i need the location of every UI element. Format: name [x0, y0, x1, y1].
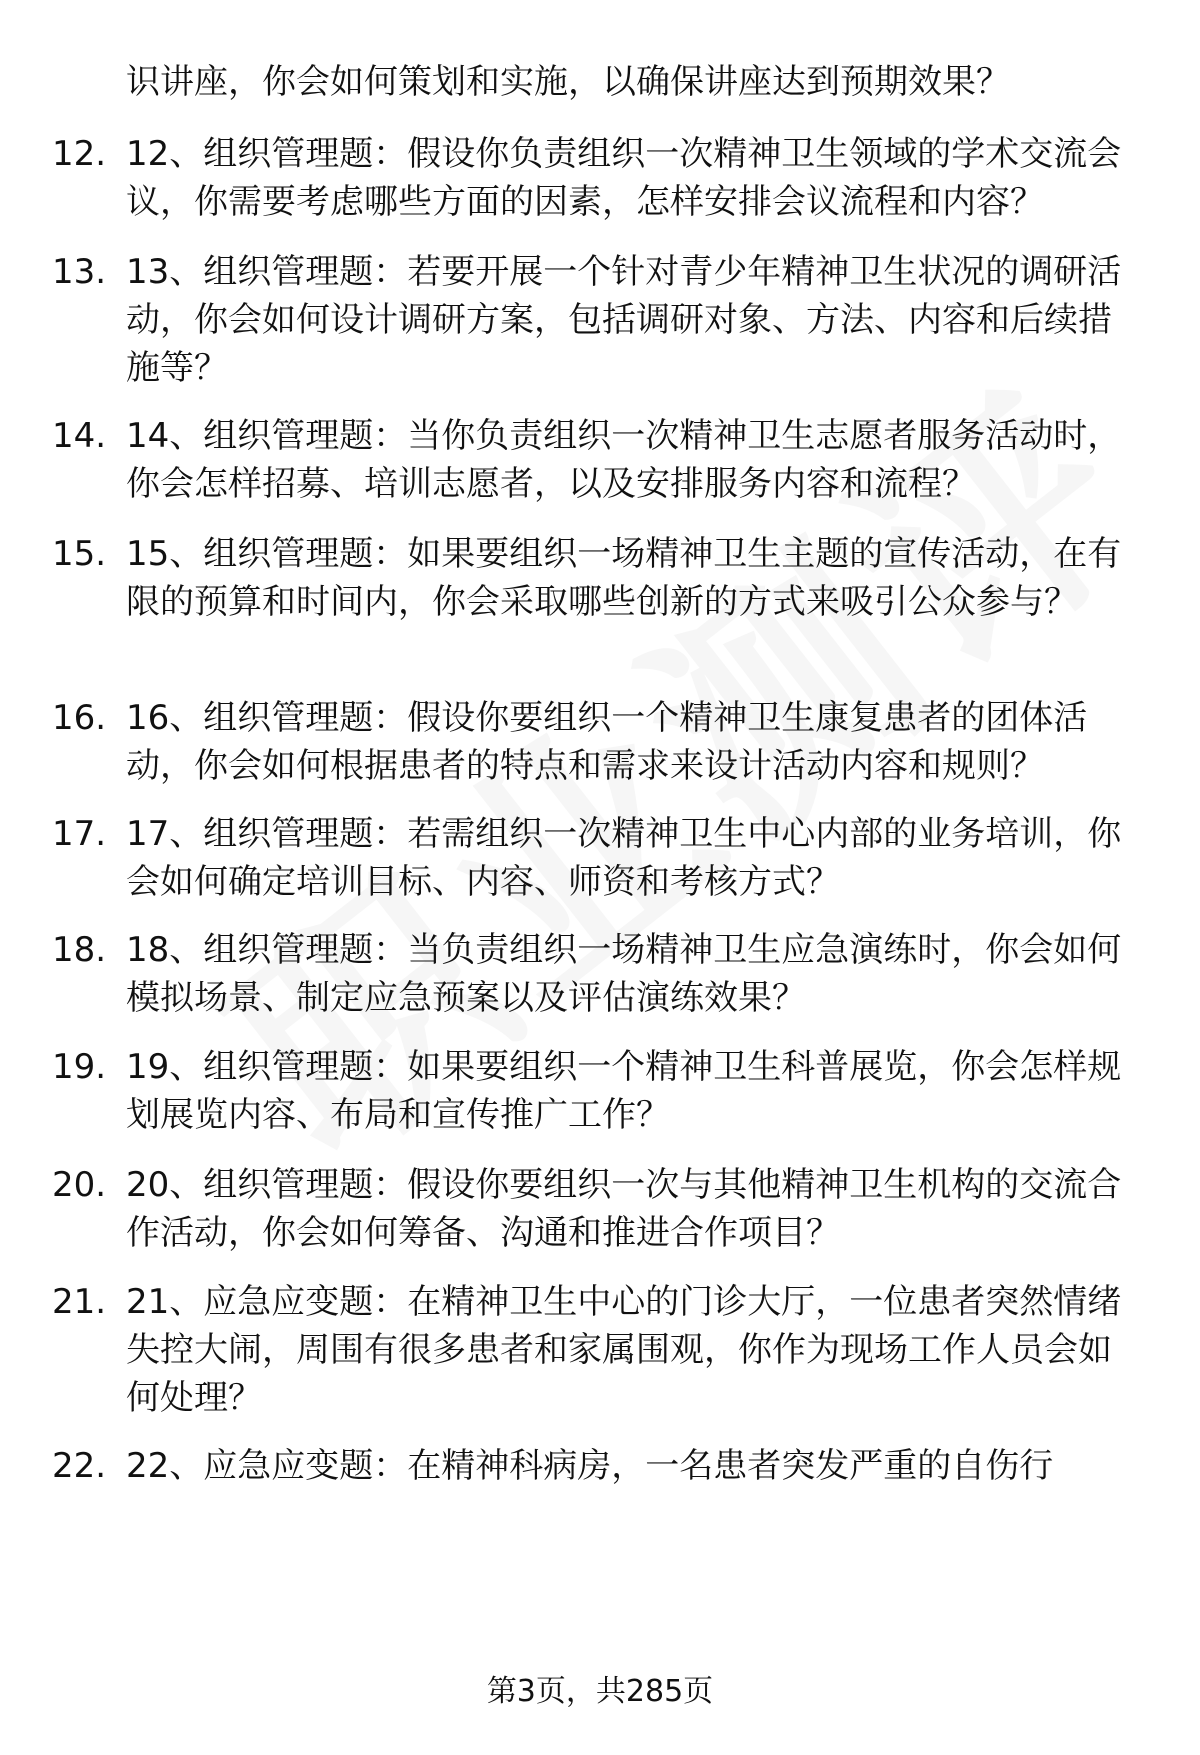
question-number: 22. — [52, 1446, 107, 1486]
question-number: 20. — [52, 1165, 107, 1205]
question-text: 16、组织管理题：假设你要组织一个精神卫生康复患者的团体活动，你会如何根据患者的特点和需求来设计活动内容和规则？ — [126, 698, 1088, 786]
question-number: 17. — [52, 814, 107, 854]
question-text: 21、应急应变题：在精神卫生中心的门诊大厅，一位患者突然情绪失控大闹，周围有很多患者和家属围观，你作为现场工作人员会如何处理？ — [126, 1282, 1122, 1418]
page-footer: 第3页，共285页 — [486, 1674, 714, 1709]
question-number: 14. — [52, 416, 107, 456]
question-text: 12、组织管理题：假设你负责组织一次精神卫生领域的学术交流会议，你需要考虑哪些方面的因素，怎样安排会议流程和内容？ — [126, 134, 1122, 222]
question-number: 13. — [52, 252, 107, 292]
question-number: 12. — [52, 134, 107, 174]
question-text: 22、应急应变题：在精神科病房，一名患者突发严重的自伤行 — [126, 1446, 1054, 1486]
question-number: 21. — [52, 1282, 107, 1322]
question-text: 19、组织管理题：如果要组织一个精神卫生科普展览，你会怎样规划展览内容、布局和宣传推广工作？ — [126, 1047, 1122, 1135]
question-text: 14、组织管理题：当你负责组织一次精神卫生志愿者服务活动时，你会怎样招募、培训志愿者，以及安排服务内容和流程？ — [126, 416, 1122, 504]
question-number: 19. — [52, 1047, 107, 1087]
question-text: 20、组织管理题：假设你要组织一次与其他精神卫生机构的交流合作活动，你会如何筹备、沟通和推进合作项目？ — [126, 1165, 1122, 1253]
question-text: 13、组织管理题：若要开展一个针对青少年精神卫生状况的调研活动，你会如何设计调研方案，包括调研对象、方法、内容和后续措施等？ — [126, 252, 1122, 388]
continuation-text: 识讲座，你会如何策划和实施，以确保讲座达到预期效果？ — [126, 62, 1010, 102]
question-text: 15、组织管理题：如果要组织一场精神卫生主题的宣传活动，在有限的预算和时间内，你会采取哪些创新的方式来吸引公众参与？ — [126, 534, 1122, 622]
question-number: 18. — [52, 930, 107, 970]
question-number: 16. — [52, 698, 107, 738]
question-text: 18、组织管理题：当负责组织一场精神卫生应急演练时，你会如何模拟场景、制定应急预案以及评估演练效果？ — [126, 930, 1122, 1018]
question-number: 15. — [52, 534, 107, 574]
question-text: 17、组织管理题：若需组织一次精神卫生中心内部的业务培训，你会如何确定培训目标、内容、师资和考核方式？ — [126, 814, 1122, 902]
